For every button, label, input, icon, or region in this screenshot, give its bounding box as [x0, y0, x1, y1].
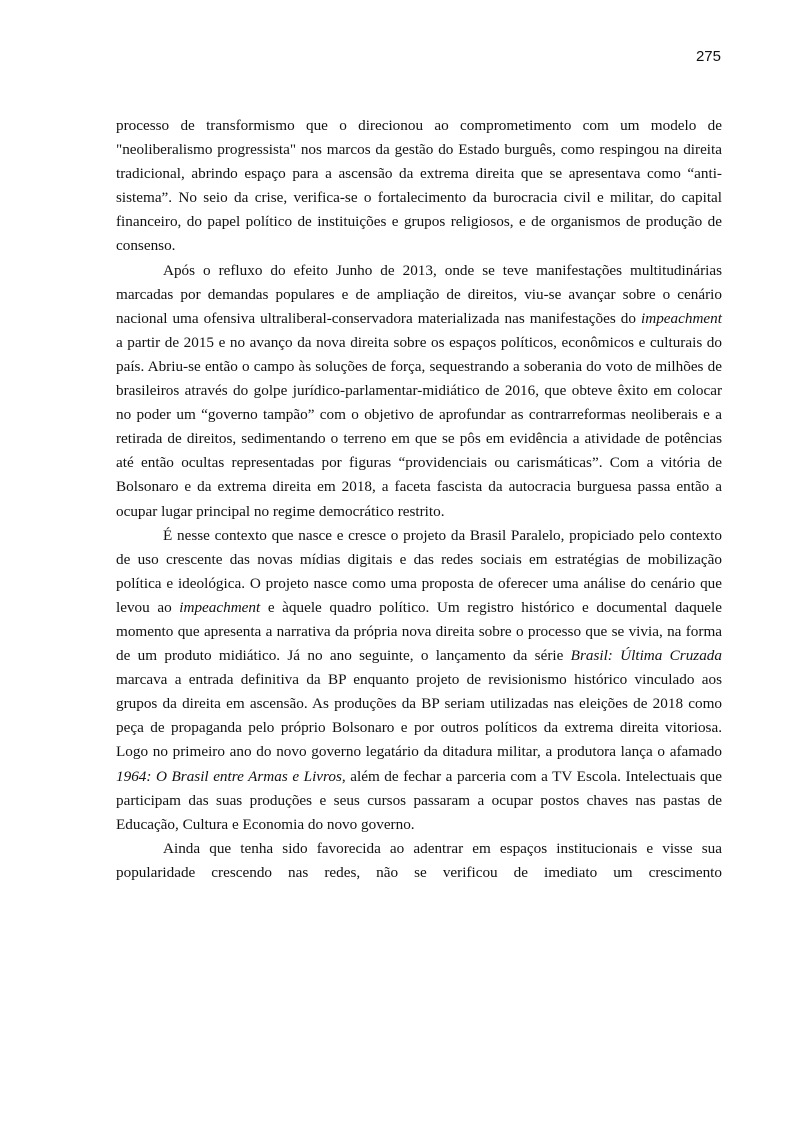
paragraph-3 [116, 524, 722, 837]
page-number: 275 [695, 48, 721, 65]
text-segment: marcava a entrada definitiva da BP enquanto projeto de revisionismo histórico vinculado aos grupos da direita em ascensão. As produções da BP seriam utilizadas nas eleições de 2018 como peça de propaganda pelo próprio Bolsonaro e por outros políticos da extrema direita vitoriosa. Logo no primeiro ano do novo governo legatário da ditadura militar, a produtora lança o afamado [116, 671, 722, 761]
body-text [116, 114, 722, 885]
paragraph-2 [116, 259, 722, 524]
text-segment: É nesse contexto que nasce e cresce o projeto da Brasil Paralelo, propiciado pelo contexto de uso crescente das novas mídias digitais e das redes sociais em estratégias de mobilização política e ideológica. O projeto nasce como uma proposta de oferecer uma análise do cenário que levou ao [116, 526, 722, 616]
italic-term: impeachment [641, 309, 722, 327]
text-segment: a partir de 2015 e no avanço da nova direita sobre os espaços políticos, econômicos e culturais do país. Abriu-se então o campo às soluções de força, sequestrando a soberania do voto de milhões de brasileiros através do golpe jurídico-parlamentar-midiático de 2016, que obteve êxito em colocar no poder um “governo tampão” com o objetivo de aprofundar as contrarreformas neoliberais e a retirada de direitos, sedimentando o terreno em que se pôs em evidência a atividade de potências até então ocultas representadas por figuras “providenciais ou carismáticas”. Com a vitória de Bolsonaro e da extrema direita em 2018, a faceta fascista da autocracia burguesa passa então a ocupar lugar principal no regime democrático restrito. [116, 333, 722, 520]
text-segment: e àquele quadro político. Um registro histórico e documental daquele momento que apresenta a narrativa da própria nova direita sobre o processo que se vivia, na forma de um produto midiático. Já no ano seguinte, o lançamento da série [116, 598, 723, 665]
paragraph-4 [116, 837, 722, 885]
text-segment: processo de transformismo que o direcionou ao comprometimento com um modelo de "neoliberalismo progressista" nos marcos da gestão do Estado burguês, como respingou na direita tradicional, abrindo espaço para a ascensão da extrema direita que se apresentava como “anti-sistema”. No seio da crise, verifica-se o fortalecimento da burocracia civil e militar, do capital financeiro, do papel político de instituições e grupos religiosos, e de organismos de produção de consenso. [116, 117, 722, 255]
text-segment: Após o refluxo do efeito Junho de 2013, onde se teve manifestações multitudinárias marcadas por demandas populares e de ampliação de direitos, viu-se avançar sobre o cenário nacional uma ofensiva ultraliberal-conservadora materializada nas manifestações do [116, 261, 722, 327]
text-segment: Ainda que tenha sido favorecida ao adentrar em espaços institucionais e visse sua popularidade crescendo nas redes, não se verificou de imediato um crescimento [116, 839, 722, 881]
italic-term: impeachment [179, 598, 261, 616]
italic-title: 1964: O Brasil entre Armas e Livros [116, 767, 342, 785]
italic-title: Brasil: Última Cruzada [570, 647, 722, 665]
text-segment: , além de fechar a parceria com a TV Escola. Intelectuais que participam das suas produções e seus cursos passaram a ocupar postos chaves nas pastas de Educação, Cultura e Economia do novo governo. [116, 767, 722, 833]
paragraph-1 [116, 114, 722, 259]
